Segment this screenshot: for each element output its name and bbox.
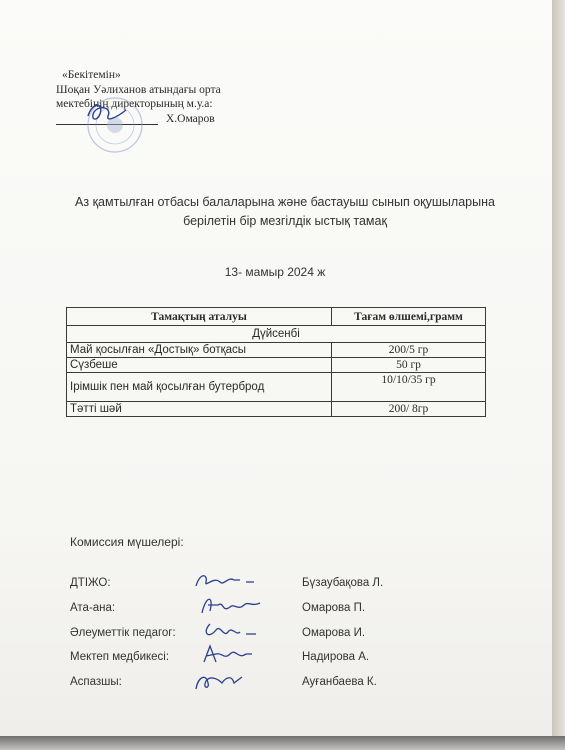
header-portion-size: Тағам өлшемі,грамм [332,308,486,326]
dish-amount: 200/ 8гр [332,402,486,417]
signature-row [70,676,510,696]
approval-line-2: мектебінің директорының м.у.а: [56,98,213,110]
member-role: Аспазшы: [70,676,122,688]
table-row [67,402,486,417]
signature-row [70,577,510,597]
director-name: Х.Омаров [166,112,215,125]
signature-row [70,627,510,647]
handwritten-signature [188,618,268,644]
member-name: Ауғанбаева К. [302,676,377,688]
document-title [40,193,530,231]
day-label: Дүйсенбі [67,326,486,343]
paper-right-edge [552,0,565,750]
dish-amount: 200/5 гр [332,343,486,358]
member-name: Бүзаубақова Л. [302,577,384,589]
signature-row [70,651,510,671]
handwritten-signature [188,568,268,594]
approval-line-1: Шоқан Уәлиханов атындағы орта [56,83,221,96]
title-line-2: берілетін бір мезгілдік ыстық тамақ [183,214,387,228]
approval-label: «Бекітемін» [62,69,121,81]
table-row [67,373,486,402]
member-role: ДТІЖО: [70,577,111,589]
table-row [67,358,486,373]
table-row [67,343,486,358]
table-header-row [67,308,486,326]
handwritten-signature [188,667,268,693]
document-date: 13- мамыр 2024 ж [224,265,326,279]
handwritten-signature [188,642,268,668]
menu-table [66,307,486,417]
title-line-1: Аз қамтылған отбасы балаларына және бастауыш сынып оқушыларына [75,195,495,209]
header-dish-name: Тамақтың аталуы [67,308,332,326]
member-name: Надирова А. [302,651,370,663]
dish-name: Ірімшік пен май қосылған бутерброд [67,373,332,402]
table-surface [0,736,565,750]
member-name: Омарова П. [302,602,366,614]
handwritten-signature [188,593,268,619]
day-row [67,326,486,343]
member-role: Әлеуметтік педагог: [70,627,176,639]
member-role: Ата-ана: [70,602,116,614]
member-role: Мектеп медбикесі: [70,651,170,663]
commission-heading: Комиссия мүшелері: [70,535,184,549]
dish-name: Май қосылған «Достық» ботқасы [67,343,332,358]
signature-row [70,602,510,622]
dish-amount: 50 гр [332,358,486,373]
dish-name: Сүзбеше [67,358,332,373]
dish-amount: 10/10/35 гр [332,373,486,402]
dish-name: Тәтті шәй [67,402,332,417]
member-name: Омарова И. [302,627,366,639]
director-signature [82,98,132,128]
